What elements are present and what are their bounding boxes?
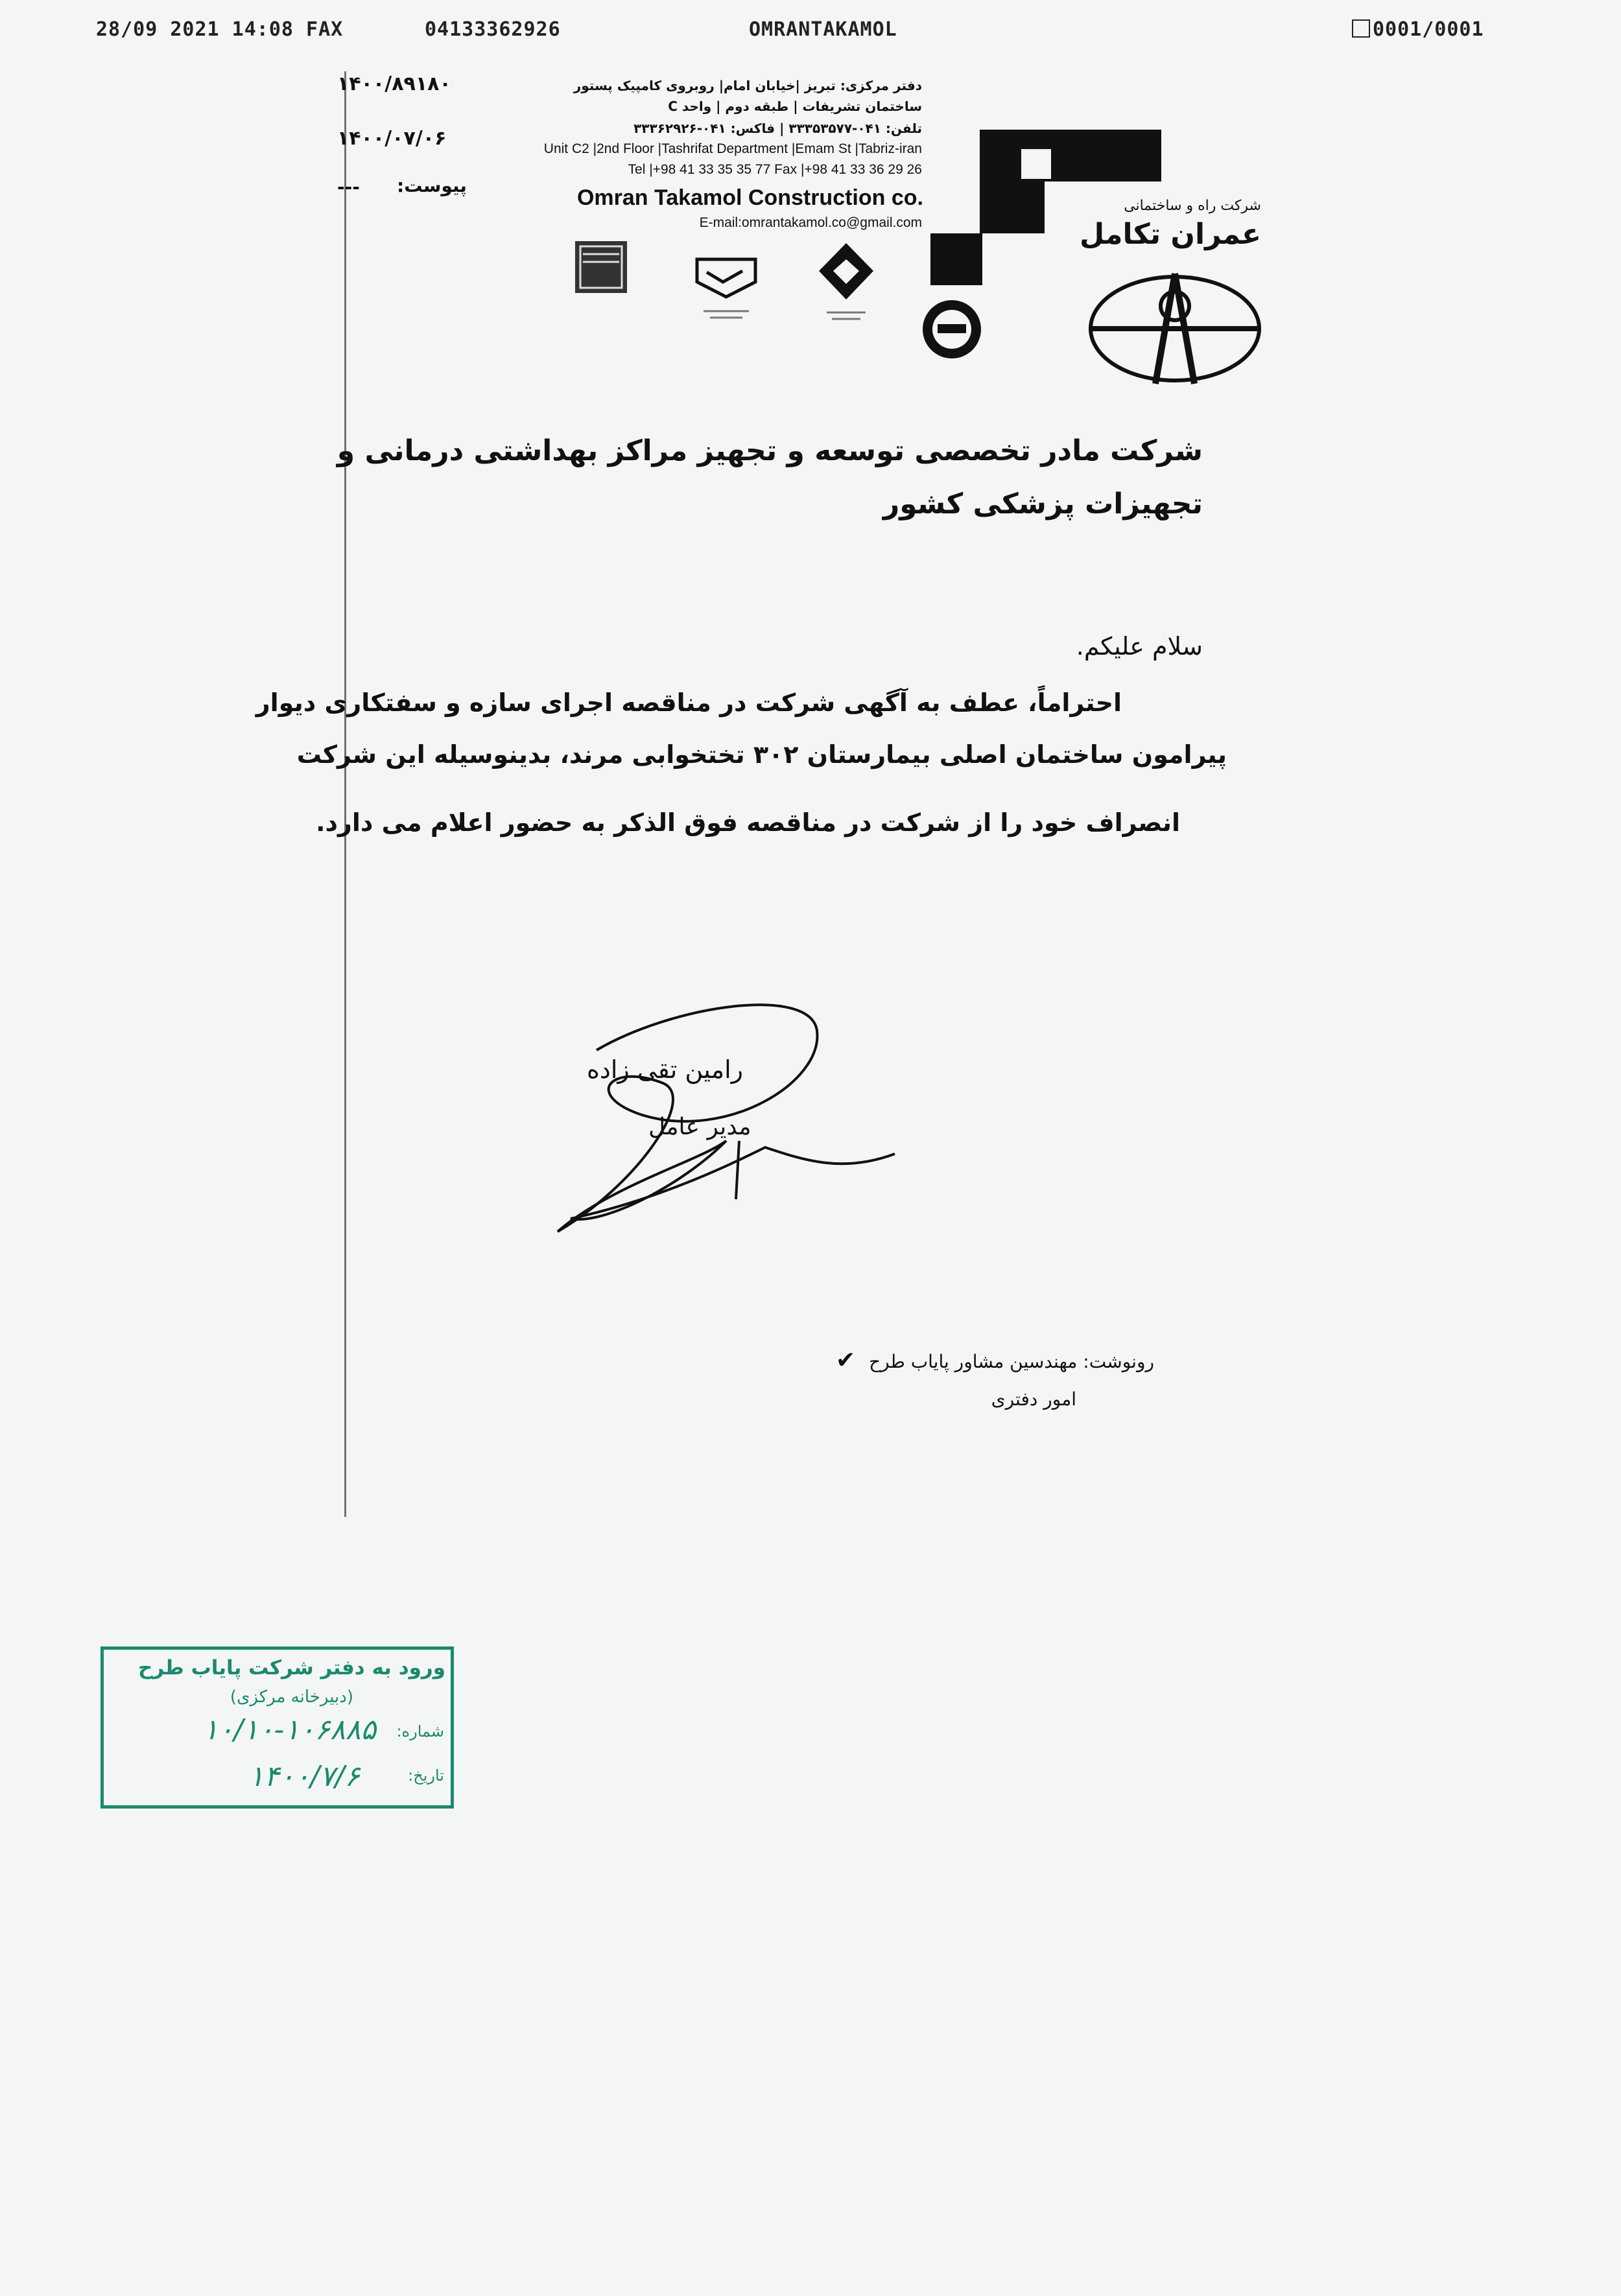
address-fa-line2: ساختمان تشریفات | طبقه دوم | واحد C xyxy=(668,99,922,114)
stamp-subtitle: (دبیرخانه مرکزی) xyxy=(230,1687,353,1707)
body-line2: پیرامون ساختمان اصلی بیمارستان ۳۰۲ تختخوابی مرند، بدینوسیله این شرکت xyxy=(296,740,1227,769)
checkmark-icon: ✔ xyxy=(835,1347,856,1374)
handwritten-signature xyxy=(532,992,908,1238)
fax-page-icon xyxy=(1352,19,1370,38)
letter-date: ۱۴۰۰/۰۷/۰۶ xyxy=(337,127,447,150)
round-seal-logo-icon xyxy=(919,297,984,362)
letter-number: ۱۴۰۰/۸۹۱۸۰ xyxy=(337,73,451,95)
recipient-line2: تجهیزات پزشکی کشور xyxy=(882,487,1203,521)
greeting: سلام علیکم. xyxy=(1076,632,1203,661)
company-logo-icon xyxy=(1084,267,1266,390)
cc-line2: امور دفتری xyxy=(991,1388,1076,1410)
attachment-value: --- xyxy=(337,176,360,198)
margin-line xyxy=(344,71,346,1517)
recipient-line1: شرکت مادر تخصصی توسعه و تجهیز مراکز بهداشتی درمانی و xyxy=(337,434,1203,467)
stamp-number-label: شماره: xyxy=(396,1722,444,1740)
stamp-number-value: ۱۰/۱۰-۱۰۶۸۸۵ xyxy=(202,1713,376,1746)
stamp-title: ورود به دفتر شرکت پایاب طرح xyxy=(138,1656,445,1680)
fax-sender: OMRANTAKAMOL xyxy=(749,18,897,41)
company-type-fa: شرکت راه و ساختمانی xyxy=(1124,198,1261,214)
cc-line1 xyxy=(836,1347,1154,1374)
signer-title: مدیر عامل xyxy=(648,1114,751,1140)
body-line3: انصراف خود را از شرکت در مناقصه فوق الذکر به حضور اعلام می دارد. xyxy=(316,808,1180,837)
fax-pages-text: 0001/0001 xyxy=(1373,18,1484,41)
signer-name: رامین تقی زاده xyxy=(587,1055,744,1084)
company-logo-text: عمران تکامل xyxy=(1079,218,1261,251)
handshake-logo-icon xyxy=(687,246,765,324)
body-line1: احتراماً، عطف به آگهی شرکت در مناقصه اجرای سازه و سفتکاری دیوار xyxy=(255,688,1122,717)
cc-recipient: رونوشت: مهندسین مشاور پایاب طرح xyxy=(869,1351,1154,1372)
phone-en: Tel |+98 41 33 35 35 77 Fax |+98 41 33 36 29 26 xyxy=(628,162,922,177)
phone-fa: تلفن: ۰۴۱-۳۳۳۵۳۵۷۷ | فاکس: ۰۴۱-۳۳۳۶۲۹۲۶ xyxy=(633,121,922,136)
fax-number: 04133362926 xyxy=(425,18,561,41)
stamp-date-label: تاریخ: xyxy=(408,1766,444,1785)
company-name-en: Omran Takamol Construction co. xyxy=(576,185,923,210)
attachment-label: پیوست: xyxy=(397,175,467,196)
entry-stamp xyxy=(101,1646,454,1809)
company-email: E-mail:omrantakamol.co@gmail.com xyxy=(699,215,922,230)
address-fa-line1: دفتر مرکزی: تبریز |خیابان امام| روبروی کامپیک پستور xyxy=(573,78,922,93)
fax-page-count xyxy=(1352,18,1484,41)
certificate-logo-icon xyxy=(574,240,629,295)
diamond-logo-icon xyxy=(814,240,879,331)
fax-datetime: 28/09 2021 14:08 FAX xyxy=(96,18,344,41)
address-en: Unit C2 |2nd Floor |Tashrifat Department |Emam St |Tabriz-iran xyxy=(543,141,922,156)
stamp-date-value: ۱۴۰۰/۷/۶ xyxy=(248,1760,360,1793)
